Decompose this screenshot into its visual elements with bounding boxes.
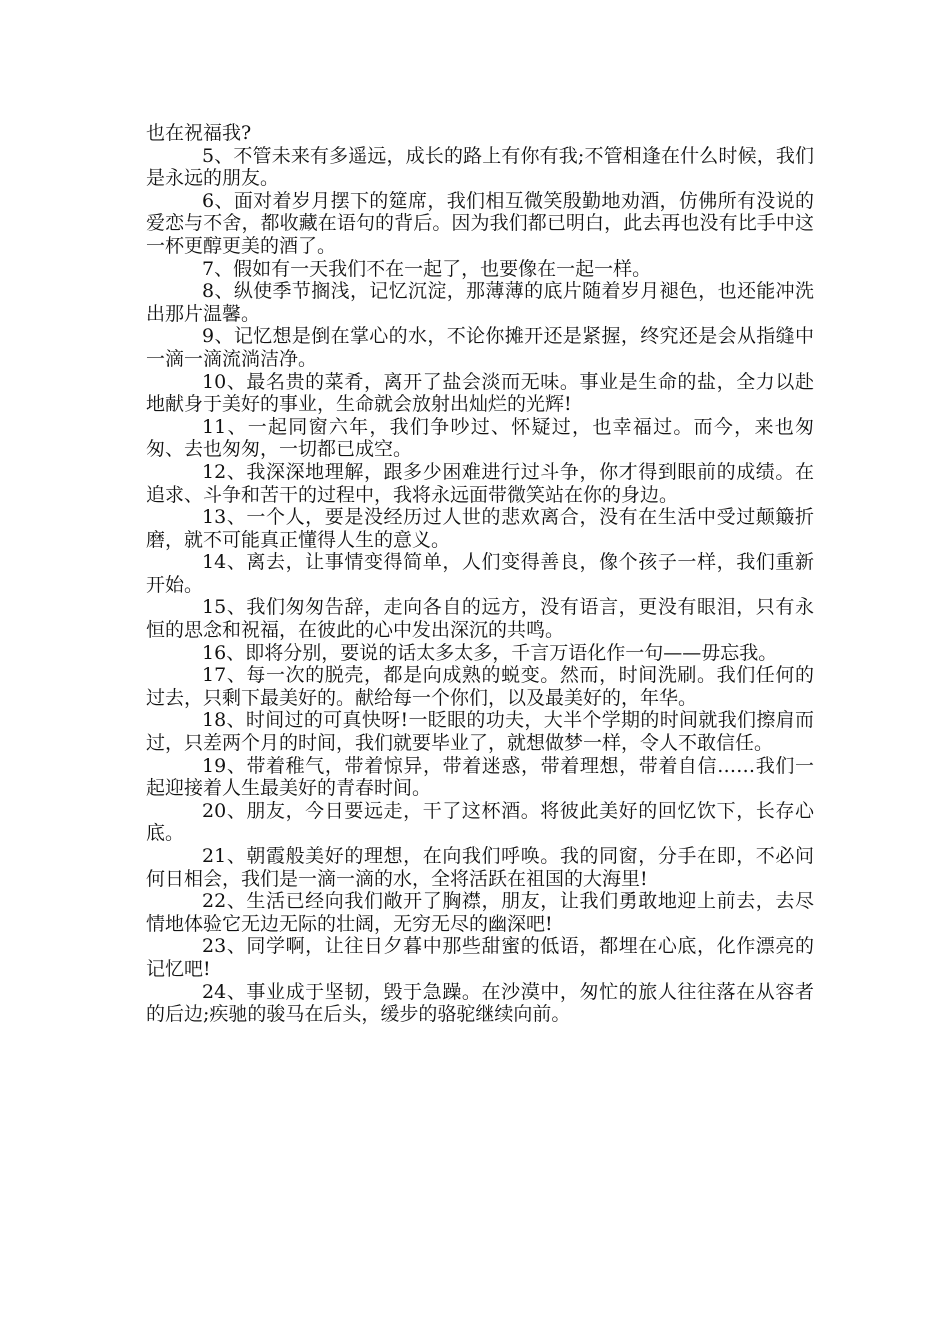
list-item-13: 13、一个人，要是没经历过人世的悲欢离合，没有在生活中受过颠簸折磨，就不可能真正懂得人生的意义。 — [146, 506, 814, 551]
list-item-23: 23、同学啊，让往日夕暮中那些甜蜜的低语，都埋在心底，化作漂亮的记忆吧! — [146, 935, 814, 980]
list-item-21: 21、朝霞般美好的理想，在向我们呼唤。我的同窗，分手在即，不必问何日相会，我们是一滴一滴的水，全将活跃在祖国的大海里! — [146, 845, 814, 890]
list-item-22: 22、生活已经向我们敞开了胸襟，朋友，让我们勇敢地迎上前去，去尽情地体验它无边无际的壮阔，无穷无尽的幽深吧! — [146, 890, 814, 935]
list-item-9: 9、记忆想是倒在掌心的水，不论你摊开还是紧握，终究还是会从指缝中一滴一滴流淌洁净。 — [146, 325, 814, 370]
list-item-18: 18、时间过的可真快呀!一眨眼的功夫，大半个学期的时间就我们擦肩而过，只差两个月的时间，我们就要毕业了，就想做梦一样，令人不敢信任。 — [146, 709, 814, 755]
list-item-8: 8、纵使季节搁浅，记忆沉淀，那薄薄的底片随着岁月褪色，也还能冲洗出那片温馨。 — [146, 280, 814, 325]
list-item-15: 15、我们匆匆告辞，走向各自的远方，没有语言，更没有眼泪，只有永恒的思念和祝福，在彼此的心中发出深沉的共鸣。 — [146, 596, 814, 642]
list-item-7: 7、假如有一天我们不在一起了，也要像在一起一样。 — [202, 257, 652, 280]
list-item-12: 12、我深深地理解，跟多少困难进行过斗争，你才得到眼前的成绩。在追求、斗争和苦干的过程中，我将永远面带微笑站在你的身边。 — [146, 460, 814, 506]
list-item-16: 16、即将分别，要说的话太多太多，千言万语化作一句——毋忘我。 — [202, 641, 778, 664]
list-item-17: 17、每一次的脱壳，都是向成熟的蜕变。然而，时间洗刷。我们任何的过去，只剩下最美好的。献给每一个你们，以及最美好的，年华。 — [146, 664, 814, 709]
document-body — [146, 122, 814, 1026]
list-item-14: 14、离去，让事情变得简单，人们变得善良，像个孩子一样，我们重新开始。 — [146, 551, 814, 596]
list-item-19: 19、带着稚气，带着惊异，带着迷惑，带着理想，带着自信……我们一起迎接着人生最美好的青春时间。 — [146, 754, 814, 800]
list-item-20: 20、朋友，今日要远走，干了这杯酒。将彼此美好的回忆饮下，长存心底。 — [146, 799, 814, 845]
list-item-5: 5、不管未来有多遥远，成长的路上有你有我;不管相逢在什么时候，我们是永远的朋友。 — [146, 144, 814, 190]
list-item-6: 6、面对着岁月摆下的筵席，我们相互微笑殷勤地劝酒，仿佛所有没说的爱恋与不舍，都收藏在语句的背后。因为我们都已明白，此去再也没有比手中这一杯更醇更美的酒了。 — [146, 189, 814, 257]
continuation-paragraph: 也在祝福我? — [146, 122, 252, 144]
list-item-10: 10、最名贵的菜肴，离开了盐会淡而无味。事业是生命的盐，全力以赴地献身于美好的事业，生命就会放射出灿烂的光辉! — [146, 370, 814, 416]
list-item-24: 24、事业成于坚韧，毁于急躁。在沙漠中，匆忙的旅人往往落在从容者的后边;疾驰的骏马在后头，缓步的骆驼继续向前。 — [146, 980, 814, 1026]
list-item-11: 11、一起同窗六年，我们争吵过、怀疑过，也幸福过。而今，来也匆匆、去也匆匆，一切都已成空。 — [146, 415, 814, 461]
